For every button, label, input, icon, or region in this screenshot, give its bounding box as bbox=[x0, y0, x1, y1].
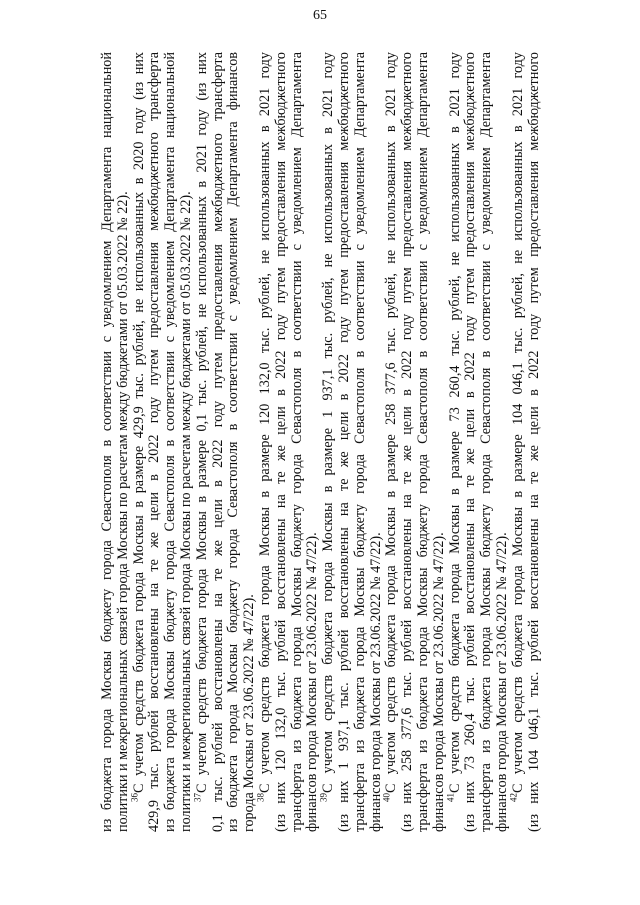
footnote-line-text: С учетом средств бюджета города Москвы в размере 73 260,4 тыс. рублей, не использованных в 2021 году bbox=[446, 52, 463, 793]
footnote-line-text: (из них 73 260,4 тыс. рублей восстановлены на те же цели в 2022 году путем предоставления межбюджетного bbox=[462, 52, 479, 832]
footnote-line-text: (из них 258 377,6 тыс. рублей восстановлены на те же цели в 2022 году путем предоставления межбюджетного bbox=[399, 52, 416, 832]
footnote-36-first-line bbox=[128, 52, 148, 832]
footnote-41-first-line bbox=[444, 52, 464, 832]
footnote-line-text: С учетом средств бюджета города Москвы в размере 1 937,1 тыс. рублей, не использованных в 2021 году bbox=[320, 52, 337, 793]
footnote-marker: 40 bbox=[381, 793, 392, 802]
footnote-line-text: С учетом средств бюджета города Москвы в размере 0,1 тыс. рублей, не использованных в 2021 году (из них bbox=[193, 52, 210, 793]
footnote-text-line bbox=[290, 52, 306, 832]
footnote-line-text: С учетом средств бюджета города Москвы в размере 120 132,0 тыс. рублей, не использованных в 2021 году bbox=[256, 52, 273, 793]
page-number: 65 bbox=[313, 8, 327, 23]
footnote-line-text: города Москвы от 23.06.2022 № 47/22). bbox=[241, 594, 258, 832]
footnote-text-line bbox=[147, 52, 163, 832]
footnote-40-first-line bbox=[381, 52, 400, 832]
footnote-marker: 41 bbox=[444, 793, 455, 802]
footnote-text-line bbox=[211, 52, 227, 832]
footnote-marker: 36 bbox=[128, 793, 139, 802]
footnote-line-text: (из них 104 046,1 тыс. рублей восстановлены на те же цели в 2022 году путем предоставления межбюджетного bbox=[525, 52, 542, 832]
footnote-line-text: С учетом средств бюджета города Москвы в размере 258 377,6 тыс. рублей, не использованных в 2021 году bbox=[383, 52, 400, 793]
footnote-text-line bbox=[116, 52, 132, 832]
footnote-line-text: финансов города Москвы от 23.06.2022 № 47/22). bbox=[304, 532, 321, 832]
footnote-text-line bbox=[305, 52, 321, 832]
footnote-42-first-line bbox=[507, 52, 527, 832]
footnote-line-text: 429,9 тыс. рублей восстановлены на те же цели в 2022 году путем предоставления межбюджетного трансферта bbox=[146, 52, 163, 832]
footnote-line-text: финансов города Москвы от 23.06.2022 № 47/22). bbox=[493, 532, 510, 832]
footnote-text-line bbox=[274, 52, 290, 832]
footnote-line-text: (из них 1 937,1 тыс. рублей восстановлены на те же цели в 2022 году путем предоставления межбюджетного bbox=[335, 52, 352, 832]
footnote-text-line bbox=[337, 52, 353, 832]
footnote-text-line bbox=[432, 52, 448, 832]
footnote-text-line bbox=[163, 52, 179, 832]
footnote-line-text: из бюджета города Москвы бюджету города Севастополя в соответствии с уведомлением Департамента национальной bbox=[162, 52, 179, 832]
footnote-line-text: финансов города Москвы от 23.06.2022 № 47/22). bbox=[430, 532, 447, 832]
footnote-line-text: С учетом средств бюджета города Москвы в размере 104 046,1 тыс. рублей, не использованных в 2021 году bbox=[509, 52, 526, 793]
footnote-marker: 37 bbox=[192, 793, 203, 802]
footnote-marker: 38 bbox=[255, 793, 266, 802]
footnote-text-line bbox=[242, 52, 258, 832]
footnote-39-first-line bbox=[318, 52, 337, 832]
footnote-text-line bbox=[463, 52, 479, 832]
footnote-marker: 42 bbox=[507, 793, 518, 802]
footnote-38-first-line bbox=[255, 52, 274, 832]
footnote-text-line bbox=[416, 52, 432, 832]
footnote-text-line bbox=[100, 52, 116, 832]
footnote-line-text: трансферта из бюджета города Москвы бюджету города Севастополя в соответствии с уведомлением Департамента bbox=[414, 52, 431, 832]
footnote-text-line bbox=[353, 52, 369, 832]
footnote-marker: 39 bbox=[318, 793, 329, 802]
footnote-37-first-line bbox=[192, 52, 211, 832]
footnote-text-line bbox=[369, 52, 385, 832]
footnote-text-line bbox=[495, 52, 511, 832]
footnote-line-text: политики и межрегиональных связей города Москвы по расчетам между бюджетами от 05.03.2022 № 22). bbox=[114, 191, 131, 832]
footnote-line-text: политики и межрегиональных связей города Москвы по расчетам между бюджетами от 05.03.2022 № 22). bbox=[177, 191, 194, 832]
footnote-line-text: из бюджета города Москвы бюджету города Севастополя в соответствии с уведомлением Департамента национальной bbox=[99, 52, 115, 832]
footnote-line-text: трансферта из бюджета города Москвы бюджету города Севастополя в соответствии с уведомлением Департамента bbox=[351, 52, 368, 832]
footnote-line-text: трансферта из бюджета города Москвы бюджету города Севастополя в соответствии с уведомлением Департамента bbox=[288, 52, 305, 832]
footnote-line-text: финансов города Москвы от 23.06.2022 № 47/22). bbox=[367, 532, 384, 832]
footnote-text-line bbox=[179, 52, 195, 832]
footnote-line-text: 0,1 тыс. рублей восстановлены на те же цели в 2022 году путем предоставления межбюджетного трансферта bbox=[209, 52, 226, 832]
footnote-text-line bbox=[479, 52, 495, 832]
footnote-text-line bbox=[400, 52, 416, 832]
footnote-line-text: С учетом средств бюджета города Москвы в размере 429,9 тыс. рублей, не использованных в 2020 году (из них bbox=[130, 52, 147, 793]
footnote-text-line bbox=[527, 52, 543, 832]
footnote-line-text: (из них 120 132,0 тыс. рублей восстановлены на те же цели в 2022 году путем предоставления межбюджетного bbox=[272, 52, 289, 832]
footnote-text-line bbox=[226, 52, 242, 832]
rotated-footnotes-block bbox=[100, 52, 542, 832]
footnote-line-text: из бюджета города Москвы бюджету города Севастополя в соответствии с уведомлением Департамента финансов bbox=[225, 52, 242, 832]
footnote-line-text: трансферта из бюджета города Москвы бюджету города Севастополя в соответствии с уведомлением Департамента bbox=[478, 52, 495, 832]
